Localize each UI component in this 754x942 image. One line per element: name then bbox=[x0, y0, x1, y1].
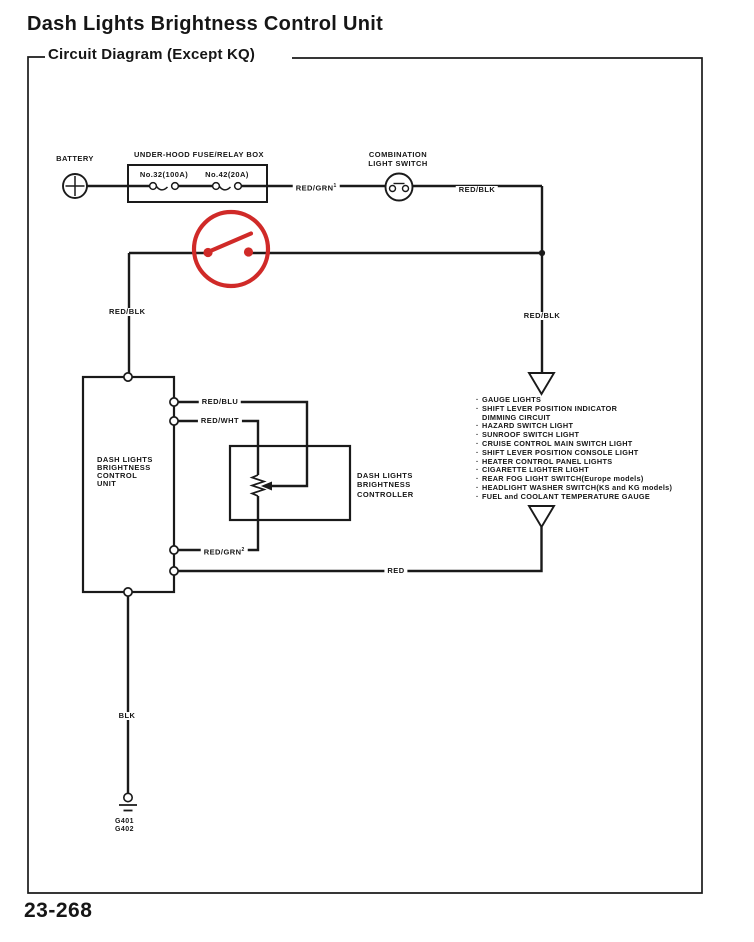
ground-icon bbox=[119, 793, 137, 810]
switch-lever-icon bbox=[208, 234, 251, 253]
wire-label-blk: BLK bbox=[116, 712, 139, 720]
load-item: · SUNROOF SWITCH LIGHT bbox=[476, 431, 700, 440]
wire-label-red-blk-left: RED/BLK bbox=[106, 308, 148, 316]
wire-label-red-grn-2: RED/GRN$^2$ bbox=[201, 546, 248, 557]
terminal bbox=[124, 588, 132, 596]
load-item: · HEADLIGHT WASHER SWITCH(KS and KG models) bbox=[476, 484, 700, 493]
combination-light-switch-label: COMBINATION LIGHT SWITCH bbox=[368, 150, 428, 168]
connector-arrow-top-icon bbox=[529, 373, 554, 394]
wire-label-red-blk-top: RED/BLK bbox=[456, 186, 498, 194]
connector-arrow-bottom-icon bbox=[529, 506, 554, 527]
combination-light-switch-icon bbox=[386, 174, 413, 201]
load-item: · GAUGE LIGHTS bbox=[476, 396, 700, 405]
wire-label-red-grn-1: RED/GRN$^1$ bbox=[293, 182, 340, 193]
load-item: · SHIFT LEVER POSITION CONSOLE LIGHT bbox=[476, 449, 700, 458]
wire-red-grn-2 bbox=[178, 496, 258, 550]
control-unit-label: DASH LIGHTS BRIGHTNESS CONTROL UNIT bbox=[97, 455, 153, 488]
load-item: · HAZARD SWITCH LIGHT bbox=[476, 422, 700, 431]
page-number: 23-268 bbox=[24, 899, 93, 922]
wire-label-red-wht: RED/WHT bbox=[198, 417, 242, 425]
fuse-no42-label: No.42(20A) bbox=[205, 170, 249, 179]
controller-box bbox=[230, 446, 350, 520]
fuse-no32-icon bbox=[150, 183, 179, 190]
load-item: · FUEL and COOLANT TEMPERATURE GAUGE bbox=[476, 493, 700, 502]
load-item: · HEATER CONTROL PANEL LIGHTS bbox=[476, 458, 700, 467]
wire-switch-branch bbox=[129, 253, 542, 377]
load-list bbox=[476, 396, 700, 502]
switch-contact-dot bbox=[244, 247, 253, 256]
wire-label-red-blu: RED/BLU bbox=[199, 398, 241, 406]
terminal bbox=[170, 398, 178, 406]
fuse-box-label: UNDER-HOOD FUSE/RELAY BOX bbox=[133, 150, 265, 159]
page-title: Dash Lights Brightness Control Unit bbox=[27, 13, 384, 35]
wire-red-wht bbox=[178, 421, 258, 475]
fuse-no42-icon bbox=[213, 183, 242, 190]
terminal bbox=[170, 546, 178, 554]
resistor-icon bbox=[252, 475, 264, 496]
terminal bbox=[170, 567, 178, 575]
highlight-open-switch bbox=[194, 212, 268, 286]
controller-label: DASH LIGHTS BRIGHTNESS CONTROLLER bbox=[357, 471, 414, 499]
wire-label-red-blk-right: RED/BLK bbox=[521, 312, 563, 320]
wire-label-red: RED bbox=[384, 567, 407, 575]
load-item: · REAR FOG LIGHT SWITCH(Europe models) bbox=[476, 475, 700, 484]
ground-names: G401 G402 bbox=[115, 818, 134, 833]
load-item: · SHIFT LEVER POSITION INDICATOR bbox=[476, 405, 700, 414]
fuse-no32-label: No.32(100A) bbox=[139, 170, 189, 179]
terminal bbox=[124, 373, 132, 381]
wire-red-blu bbox=[178, 402, 307, 486]
load-item: · CIGARETTE LIGHTER LIGHT bbox=[476, 466, 700, 475]
battery-label: BATTERY bbox=[56, 154, 94, 163]
battery-icon bbox=[63, 174, 87, 198]
load-item: DIMMING CIRCUIT bbox=[476, 414, 700, 423]
terminal bbox=[170, 417, 178, 425]
section-title: Circuit Diagram (Except KQ) bbox=[48, 46, 256, 63]
load-item: · CRUISE CONTROL MAIN SWITCH LIGHT bbox=[476, 440, 700, 449]
